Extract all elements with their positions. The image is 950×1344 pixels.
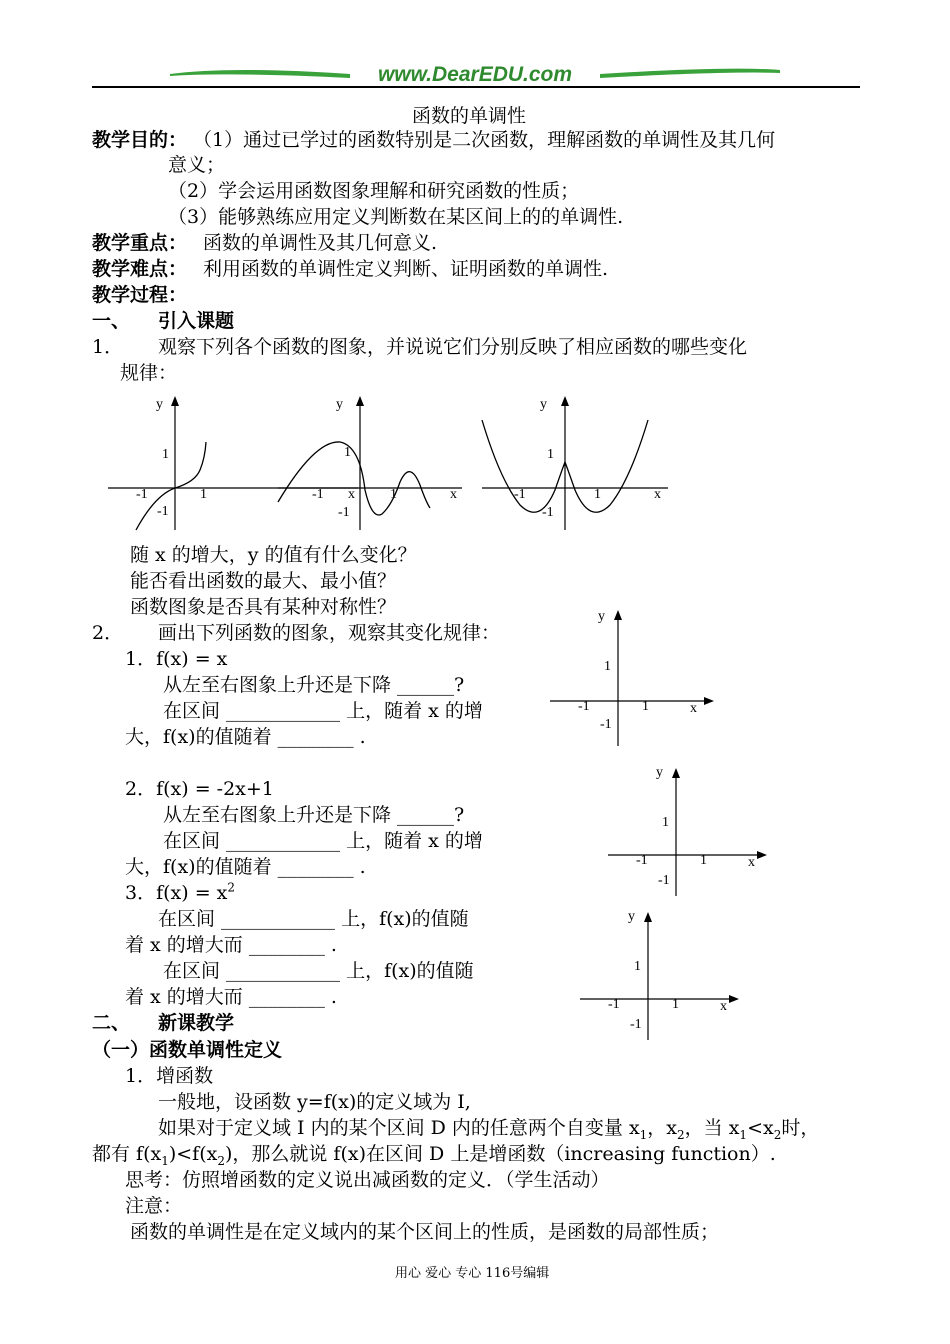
tick-1-label: 1 (200, 487, 207, 502)
tick-neg1-label: -1 (658, 873, 670, 888)
tick-1-label: 1 (344, 445, 351, 460)
tick-1-label: 1 (634, 959, 641, 974)
graph-2 (278, 396, 462, 530)
question-3: 函数图象是否具有某种对称性？ (130, 596, 397, 618)
def3-text: 都有 f(x (92, 1143, 162, 1165)
subscript: 2 (217, 1153, 225, 1168)
axis-x-label: x (720, 999, 727, 1014)
axis-x-label: x (690, 701, 697, 716)
curve-2 (278, 442, 430, 515)
key-point-text: 函数的单调性及其几何意义. (203, 232, 438, 254)
subscript: 1 (739, 1127, 748, 1142)
tick-1-label: 1 (594, 487, 601, 502)
header-rule (92, 86, 860, 88)
def2-text: 时， (781, 1117, 820, 1139)
objective-2: （2）学会运用函数图象理解和研究函数的性质； (168, 180, 580, 202)
subscript: 1 (161, 1153, 169, 1168)
f2-label: 2．f(x) = -2x+1 (125, 778, 274, 800)
note-label: 注意： (125, 1195, 183, 1217)
tick-neg1-label: -1 (600, 717, 612, 732)
f2-question-1: 从左至右图象上升还是下降 ______? (163, 804, 465, 826)
f3-question-4: 着 x 的增大而 ________ . (125, 986, 337, 1008)
f3-label (125, 881, 235, 905)
q1-line1: 观察下列各个函数的图象，并说说它们分别反映了相应函数的哪些变化 (158, 336, 748, 358)
blank-axes-2 (606, 760, 770, 898)
tick-1-label: 1 (672, 997, 679, 1012)
definition-line-1: 一般地，设函数 y=f(x)的定义域为 I, (158, 1091, 471, 1113)
question-2: 能否看出函数的最大、最小值？ (130, 570, 397, 592)
blank-axes-1 (548, 602, 718, 748)
subscript: 2 (773, 1127, 782, 1142)
objective-1-line1: （1）通过已学过的函数特别是二次函数，理解函数的单调性及其几何 (193, 129, 776, 151)
tick-neg1-label: -1 (578, 699, 590, 714)
think-prompt: 思考：仿照增函数的定义说出减函数的定义．（学生活动） (125, 1169, 610, 1191)
process-label: 教学过程： (92, 284, 188, 306)
tick-neg1-label: -1 (542, 505, 554, 520)
f3-question-2: 着 x 的增大而 ________ . (125, 934, 337, 956)
objective-3: （3）能够熟练应用定义判断数在某区间上的的单调性. (168, 206, 624, 228)
axis-y-label: y (156, 397, 163, 412)
def2-text: <x (747, 1117, 774, 1139)
axis-x-label: x (450, 487, 457, 502)
q2-text: 画出下列函数的图象，观察其变化规律： (158, 622, 501, 644)
tick-neg1-label: -1 (514, 487, 526, 502)
axis-y-label: y (540, 397, 547, 412)
f2-question-3: 大，f(x)的值随着 ________ . (125, 856, 366, 878)
f1-question-3: 大，f(x)的值随着 ________ . (125, 726, 366, 748)
axis-x-label: x (654, 487, 661, 502)
def2-text: ，当 x (684, 1117, 740, 1139)
f1-label: 1．f(x) = x (125, 648, 228, 670)
axis-y-label: y (628, 909, 635, 924)
tick-neg1-label: -1 (338, 505, 350, 520)
tick-1-label: 1 (662, 815, 669, 830)
section1-title: 引入课题 (158, 310, 235, 332)
section2-number: 二、 (92, 1012, 131, 1034)
logo-text: www.DearEDU.com (377, 63, 573, 86)
page-title: 函数的单调性 (412, 105, 527, 127)
f2-question-2: 在区间 ____________ 上，随着 x 的增 (163, 830, 483, 852)
def3-text: )，那么就说 f(x)在区间 D 上是增函数（increasing function）. (224, 1143, 776, 1165)
subsection-1-title: （一）函数单调性定义 (92, 1039, 283, 1061)
f3-question-3: 在区间 ____________ 上，f(x)的值随 (163, 960, 474, 982)
graph-1 (108, 396, 358, 530)
axis-x-label: x (348, 487, 355, 502)
difficulty-label: 教学难点： (92, 258, 188, 280)
axis-y-label: y (656, 765, 663, 780)
f3-question-1: 在区间 ____________ 上，f(x)的值随 (158, 908, 469, 930)
def3-text: )<f(x (168, 1143, 218, 1165)
q1-line2: 规律： (120, 362, 178, 384)
subscript: 1 (639, 1127, 648, 1142)
def2-text: ，x (647, 1117, 678, 1139)
axis-x-label: x (748, 855, 755, 870)
tick-neg1-label: -1 (136, 487, 148, 502)
tick-neg1-label: -1 (636, 853, 648, 868)
key-point-label: 教学重点： (92, 232, 188, 254)
curve-1 (136, 442, 206, 530)
blank-axes-3 (578, 904, 742, 1042)
tick-1-label: 1 (162, 447, 169, 462)
q2-number: 2． (92, 622, 124, 644)
tick-1-label: 1 (390, 487, 397, 502)
tick-neg1-label: -1 (312, 487, 324, 502)
page-footer: 用心 爱心 专心 116号编辑 (395, 1266, 550, 1281)
objectives-label: 教学目的： (92, 129, 188, 151)
tick-1-label: 1 (700, 853, 707, 868)
tick-1-label: 1 (604, 659, 611, 674)
section1-number: 一、 (92, 310, 131, 332)
increasing-label: 1．增函数 (125, 1065, 214, 1087)
definition-line-3 (92, 1142, 776, 1166)
subscript: 2 (677, 1127, 685, 1142)
f3-exponent: 2 (227, 880, 236, 895)
section2-title: 新课教学 (158, 1012, 235, 1034)
tick-neg1-label: -1 (630, 1017, 642, 1032)
def2-text: 如果对于定义域 I 内的某个区间 D 内的任意两个自变量 x (158, 1117, 640, 1139)
f3-label-text: 3．f(x) = x (125, 882, 228, 904)
tick-neg1-label: -1 (608, 997, 620, 1012)
q1-number: 1． (92, 336, 124, 358)
difficulty-text: 利用函数的单调性定义判断、证明函数的单调性. (203, 258, 609, 280)
objective-1-line2: 意义； (168, 154, 226, 176)
axis-y-label: y (598, 609, 605, 624)
f1-question-1: 从左至右图象上升还是下降 ______? (163, 674, 465, 696)
f1-question-2: 在区间 ____________ 上，随着 x 的增 (163, 700, 483, 722)
tick-neg1-label: -1 (157, 504, 169, 519)
tick-1-label: 1 (642, 699, 649, 714)
note-1: 函数的单调性是在定义域内的某个区间上的性质，是函数的局部性质； (130, 1221, 720, 1243)
definition-line-2 (158, 1116, 819, 1140)
example-graphs (100, 390, 690, 540)
axis-y-label: y (336, 397, 343, 412)
tick-1-label: 1 (547, 447, 554, 462)
question-1: 随 x 的增大，y 的值有什么变化？ (130, 544, 417, 566)
graph-3 (482, 396, 668, 530)
